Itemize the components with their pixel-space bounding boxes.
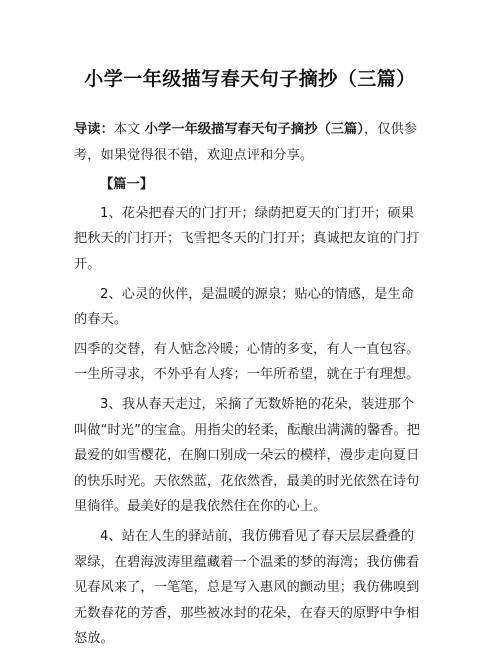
intro-suffix: ，仅供参考，如果觉得很不错，欢迎点评和分享。	[74, 122, 418, 163]
intro-doc-title: 小学一年级描写春天句子摘抄（三篇）	[144, 122, 365, 137]
paragraph-2-continued: 四季的交替，有人惦念冷暖；心情的多变，有人一直包容。一生所寻求，不外乎有人疼；一年所希望，就在于有理想。	[74, 341, 420, 383]
section-heading: 【篇一】	[100, 177, 154, 193]
intro-paragraph	[74, 117, 426, 168]
intro-lead-label: 导读：	[74, 122, 114, 137]
intro-prefix: 本文	[113, 122, 145, 137]
document-title: 小学一年级描写春天句子摘抄（三篇）	[84, 68, 416, 90]
document-body	[74, 117, 426, 656]
paragraph-2: 2、心灵的伙伴，是温暖的源泉；贴心的情感，是生命的春天。	[74, 286, 415, 328]
paragraph-1: 1、花朵把春天的门打开；绿荫把夏天的门打开；硕果把秋天的门打开；飞雪把冬天的门打开；真诚把友谊的门打开。	[74, 205, 420, 272]
paragraph-3: 3、我从春天走过，采摘了无数娇艳的花朵，装进那个叫做“时光”的宝盒。用指尖的轻柔，酝酿出满满的馨香。把最爱的如雪樱花，在胸口别成一朵云的模样，漫步走向夏日的快乐时光。天依然蓝，花依然香，最美的时光依然在诗句里徜徉。最美好的是我依然住在你的心上。	[74, 396, 421, 515]
paragraph-4: 4、站在人生的驿站前，我仿佛看见了春天层层叠叠的翠绿，在碧海波涛里蕴藏着一个温柔的梦的海湾；我仿佛看见春风来了，一笔笔，总是写入惠风的颤动里；我仿佛嗅到无数春花的芳香，那些被冰封的花朵，在春天的原野中争相怒放。	[74, 528, 420, 647]
